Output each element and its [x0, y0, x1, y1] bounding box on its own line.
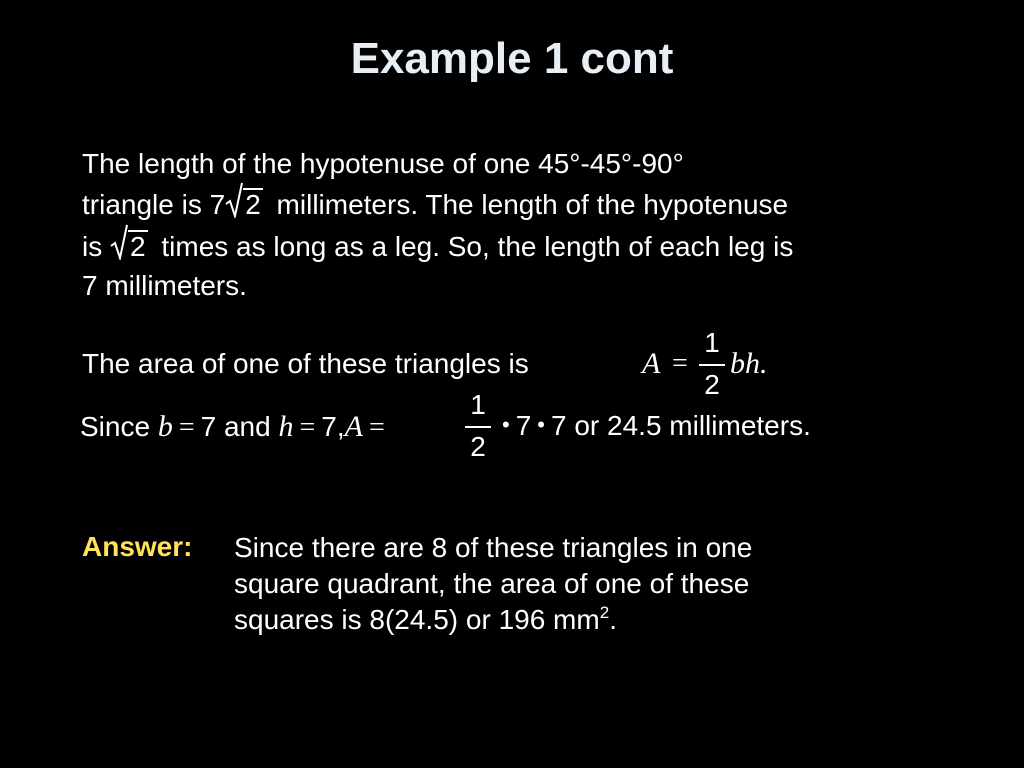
answer-line-3 — [234, 602, 752, 642]
line-2-end: millimeters. The length of the hypotenuse — [276, 189, 789, 220]
fraction-numerator: 1 — [704, 327, 720, 358]
value-h: 7, — [321, 411, 345, 442]
area-formula-line — [82, 348, 802, 388]
paragraph-line-4: 7 millimeters. — [82, 270, 247, 301]
answer-line-2: square quadrant, the area of one of these — [234, 568, 750, 599]
fraction-bar — [465, 426, 491, 428]
paragraph-line-3 — [82, 230, 793, 263]
radicand: 2 — [130, 231, 146, 262]
area-var-a: A — [642, 347, 661, 380]
paragraph-line-1: The length of the hypotenuse of one 45°-45°-90° — [82, 148, 684, 179]
fraction-bar — [699, 364, 725, 366]
seven-2: 7 — [550, 410, 567, 441]
substitution-line — [80, 410, 460, 450]
multiply-dot-1: • — [502, 412, 510, 437]
answer-line-3-text: squares is 8(24.5) or 196 mm — [234, 604, 600, 635]
equals-2: = — [299, 412, 316, 443]
var-a: A — [344, 410, 363, 443]
area-fraction — [697, 328, 727, 408]
substitution-tail — [496, 410, 916, 450]
since-word: Since — [80, 411, 151, 442]
fraction-denominator: 2 — [704, 369, 720, 400]
radical-sign-icon — [110, 224, 128, 260]
squared-exponent: 2 — [599, 603, 610, 622]
square-root-icon — [225, 188, 263, 221]
var-b: b — [157, 410, 173, 443]
radicand: 2 — [245, 189, 261, 220]
line-2-start: triangle is 7 — [82, 189, 226, 220]
answer-line-3-period: . — [609, 604, 617, 635]
fraction-numerator: 1 — [470, 389, 486, 420]
answer-line-1: Since there are 8 of these triangles in one — [234, 532, 753, 563]
and-word: and — [223, 411, 271, 442]
answer-label: Answer: — [82, 531, 193, 562]
square-root-icon — [110, 230, 148, 263]
equals-1: = — [178, 412, 195, 443]
radical-sign-icon — [225, 182, 243, 218]
area-text: The area of one of these triangles is — [82, 348, 529, 379]
value-b: 7 — [200, 411, 217, 442]
line-3-start: is — [82, 231, 103, 262]
seven-1: 7 — [515, 410, 532, 441]
answer-text — [234, 530, 752, 642]
area-bh: bh. — [730, 347, 768, 380]
area-equals: = — [672, 348, 688, 379]
slide-title: Example 1 cont — [350, 34, 674, 83]
multiply-dot-2: • — [537, 412, 545, 437]
equals-3: = — [368, 412, 385, 443]
fraction-denominator: 2 — [470, 431, 486, 462]
substitution-fraction — [463, 390, 493, 470]
paragraph-line-2 — [82, 188, 788, 221]
var-h: h — [278, 410, 294, 443]
line-3-end: times as long as a leg. So, the length of each leg is — [161, 231, 794, 262]
hypotenuse-paragraph — [82, 148, 962, 308]
area-tail — [730, 347, 768, 381]
result-text: or 24.5 millimeters. — [574, 410, 811, 441]
